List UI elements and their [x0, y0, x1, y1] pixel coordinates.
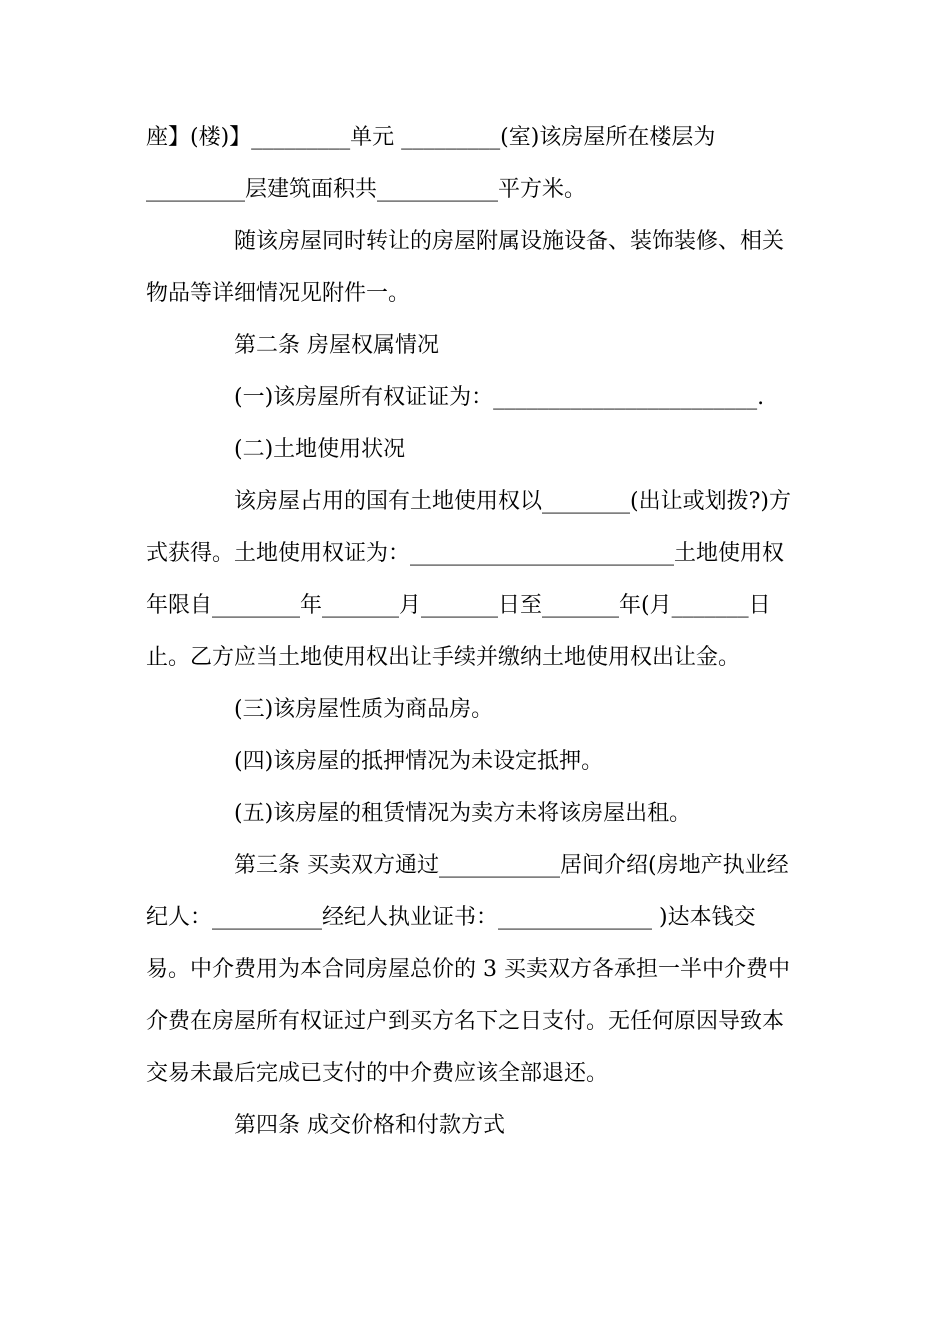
- text-line-fee-payment: 介费在房屋所有权证过户到买方名下之日支付。无任何原因导致本: [146, 1009, 785, 1034]
- text-line-floor-area: _________层建筑面积共___________平方米。: [146, 177, 587, 202]
- text-line-land-use-term: 年限自________年_______月_______日至_______年(月_______日: [146, 593, 771, 618]
- text-line-property-nature: (三)该房屋性质为商品房。: [234, 697, 494, 722]
- text-line-broker-details: 纪人：__________经纪人执业证书：______________ )达本钱交: [146, 905, 756, 930]
- text-line-land-use-right: 该房屋占用的国有土地使用权以________(出让或划拨?)方: [234, 489, 791, 514]
- section-heading-article-3: 第三条 买卖双方通过___________居间介绍(房地产执业经: [234, 853, 789, 878]
- section-heading-article-2: 第二条 房屋权属情况: [234, 333, 439, 358]
- text-line-transfer-fees: 止。乙方应当土地使用权出让手续并缴纳土地使用权出让金。: [146, 645, 741, 670]
- text-line-attached-facilities: 随该房屋同时转让的房屋附属设施设备、装饰装修、相关: [234, 229, 785, 254]
- text-line-mortgage-status: (四)该房屋的抵押情况为未设定抵押。: [234, 749, 604, 774]
- text-line-land-use-certificate: 式获得。土地使用权证为：________________________土地使用权: [146, 541, 785, 566]
- subheading-land-use-status: (二)土地使用状况: [234, 437, 406, 462]
- text-line-ownership-certificate: (一)该房屋所有权证证为：________________________.: [234, 385, 765, 410]
- section-heading-article-4: 第四条 成交价格和付款方式: [234, 1113, 505, 1138]
- text-line-lease-status: (五)该房屋的租赁情况为卖方未将该房屋出租。: [234, 801, 692, 826]
- text-line-fee-refund: 交易未最后完成已支付的中介费应该全部退还。: [146, 1061, 609, 1086]
- text-line-attachment-reference: 物品等详细情况见附件一。: [146, 281, 411, 306]
- text-line-unit-room-floor: 座】(楼)】_________单元 _________(室)该房屋所在楼层为: [146, 125, 716, 150]
- text-line-agency-fee: 易。中介费用为本合同房屋总价的 3 买卖双方各承担一半中介费中: [146, 957, 790, 982]
